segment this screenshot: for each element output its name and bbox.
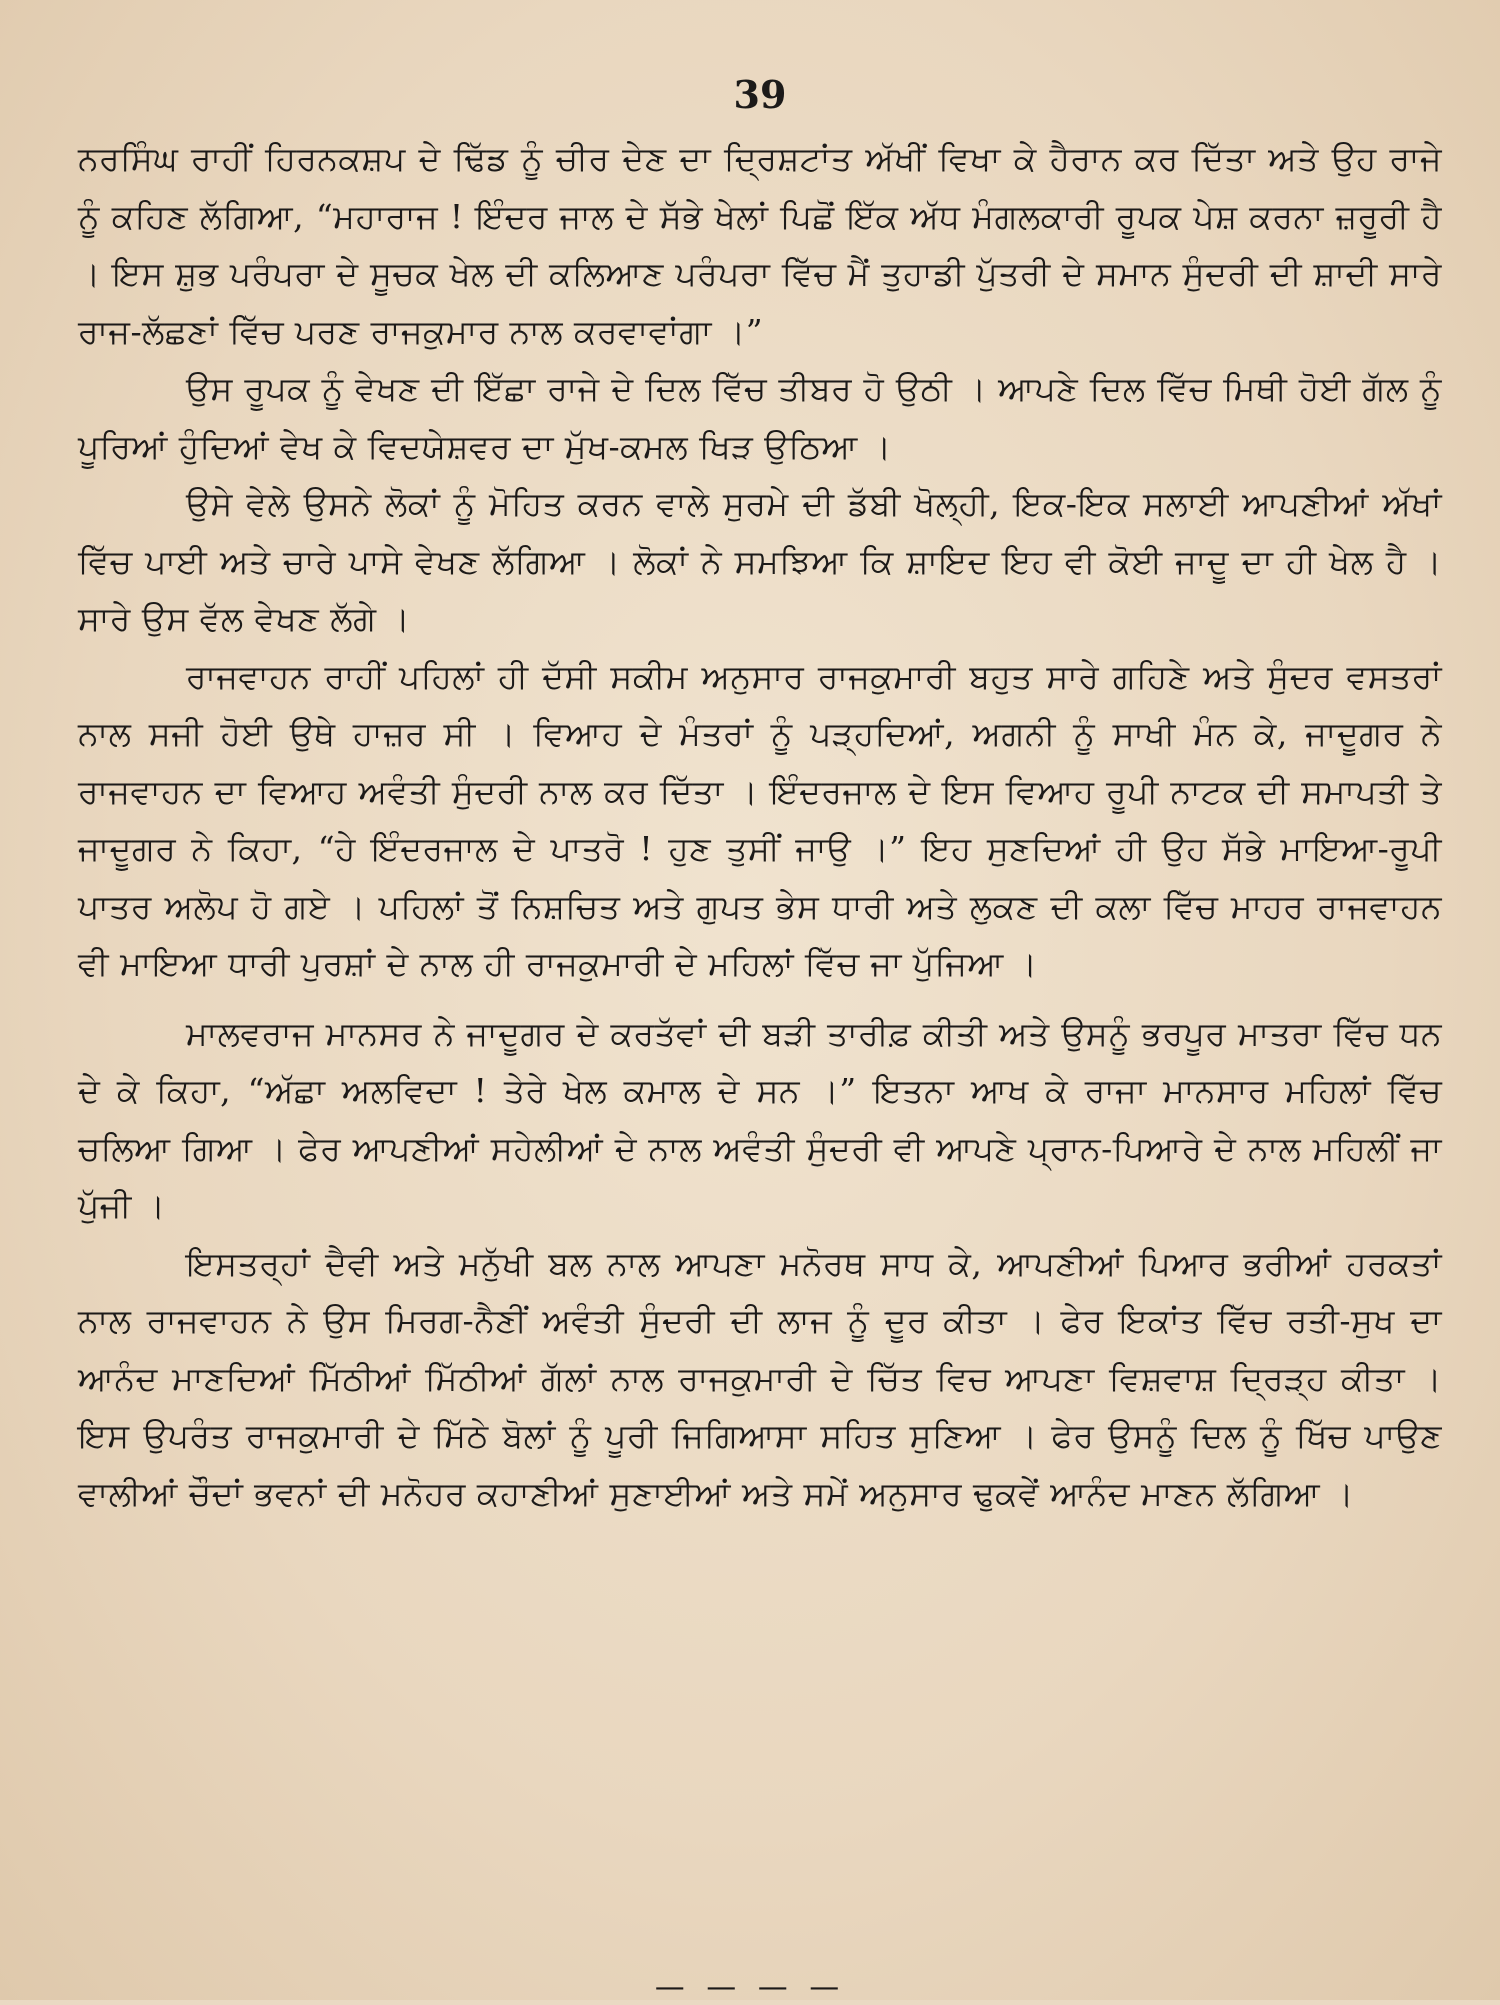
paragraph-4: ਰਾਜਵਾਹਨ ਰਾਹੀਂ ਪਹਿਲਾਂ ਹੀ ਦੱਸੀ ਸਕੀਮ ਅਨੁਸਾਰ ਰਾਜਕੁਮਾਰੀ ਬਹੁਤ ਸਾਰੇ ਗਹਿਣੇ ਅਤੇ ਸੁੰਦਰ ਵਸਤਰਾਂ ਨਾਲ ਸਜੀ ਹੋਈ ਉਥੇ ਹਾਜ਼ਰ ਸੀ । ਵਿਆਹ ਦੇ ਮੰਤਰਾਂ ਨੂੰ ਪੜ੍ਹਦਿਆਂ, ਅਗਨੀ ਨੂੰ ਸਾਖੀ ਮੰਨ ਕੇ, ਜਾਦੂਗਰ ਨੇ ਰਾਜਵਾਹਨ ਦਾ ਵਿਆਹ ਅਵੰਤੀ ਸੁੰਦਰੀ ਨਾਲ ਕਰ ਦਿੱਤਾ । ਇੰਦਰਜਾਲ ਦੇ ਇਸ ਵਿਆਹ ਰੂਪੀ ਨਾਟਕ ਦੀ ਸਮਾਪਤੀ ਤੇ ਜਾਦੂਗਰ ਨੇ ਕਿਹਾ, “ਹੇ ਇੰਦਰਜਾਲ ਦੇ ਪਾਤਰੋ ! ਹੁਣ ਤੁਸੀਂ ਜਾਉ ।” ਇਹ ਸੁਣਦਿਆਂ ਹੀ ਉਹ ਸੱਭੇ ਮਾਇਆ-ਰੂਪੀ ਪਾਤਰ ਅਲੋਪ ਹੋ ਗਏ । ਪਹਿਲਾਂ ਤੋਂ ਨਿਸ਼ਚਿਤ ਅਤੇ ਗੁਪਤ ਭੇਸ ਧਾਰੀ ਅਤੇ ਲੁਕਣ ਦੀ ਕਲਾ ਵਿੱਚ ਮਾਹਰ ਰਾਜਵਾਹਨ ਵੀ ਮਾਇਆ ਧਾਰੀ ਪੁਰਸ਼ਾਂ ਦੇ ਨਾਲ ਹੀ ਰਾਜਕੁਮਾਰੀ ਦੇ ਮਹਿਲਾਂ ਵਿੱਚ ਜਾ ਪੁੱਜਿਆ । xyxy=(78,656,1442,983)
body-text xyxy=(78,130,1442,1522)
chapter-end-rule: — — — — xyxy=(654,1970,846,2005)
paragraph-5: ਮਾਲਵਰਾਜ ਮਾਨਸਰ ਨੇ ਜਾਦੂਗਰ ਦੇ ਕਰਤੱਵਾਂ ਦੀ ਬੜੀ ਤਾਰੀਫ਼ ਕੀਤੀ ਅਤੇ ਉਸਨੂੰ ਭਰਪੂਰ ਮਾਤਰਾ ਵਿੱਚ ਧਨ ਦੇ ਕੇ ਕਿਹਾ, “ਅੱਛਾ ਅਲਵਿਦਾ ! ਤੇਰੇ ਖੇਲ ਕਮਾਲ ਦੇ ਸਨ ।” ਇਤਨਾ ਆਖ ਕੇ ਰਾਜਾ ਮਾਨਸਾਰ ਮਹਿਲਾਂ ਵਿੱਚ ਚਲਿਆ ਗਿਆ । ਫੇਰ ਆਪਣੀਆਂ ਸਹੇਲੀਆਂ ਦੇ ਨਾਲ ਅਵੰਤੀ ਸੁੰਦਰੀ ਵੀ ਆਪਣੇ ਪ੍ਰਾਨ-ਪਿਆਰੇ ਦੇ ਨਾਲ ਮਹਿਲੀਂ ਜਾ ਪੁੱਜੀ । xyxy=(78,1013,1442,1225)
page-number: 39 xyxy=(733,72,787,117)
paragraph-1: ਨਰਸਿੰਘ ਰਾਹੀਂ ਹਿਰਨਕਸ਼ਪ ਦੇ ਢਿੱਡ ਨੂੰ ਚੀਰ ਦੇਣ ਦਾ ਦ੍ਰਿਸ਼ਟਾਂਤ ਅੱਖੀਂ ਵਿਖਾ ਕੇ ਹੈਰਾਨ ਕਰ ਦਿੱਤਾ ਅਤੇ ਉਹ ਰਾਜੇ ਨੂੰ ਕਹਿਣ ਲੱਗਿਆ, “ਮਹਾਰਾਜ ! ਇੰਦਰ ਜਾਲ ਦੇ ਸੱਭੇ ਖੇਲਾਂ ਪਿਛੋਂ ਇੱਕ ਅੱਧ ਮੰਗਲਕਾਰੀ ਰੂਪਕ ਪੇਸ਼ ਕਰਨਾ ਜ਼ਰੂਰੀ ਹੈ । ਇਸ ਸ਼ੁਭ ਪਰੰਪਰਾ ਦੇ ਸੂਚਕ ਖੇਲ ਦੀ ਕਲਿਆਣ ਪਰੰਪਰਾ ਵਿੱਚ ਮੈਂ ਤੁਹਾਡੀ ਪੁੱਤਰੀ ਦੇ ਸਮਾਨ ਸੁੰਦਰੀ ਦੀ ਸ਼ਾਦੀ ਸਾਰੇ ਰਾਜ-ਲੱਛਣਾਂ ਵਿੱਚ ਪਰਣ ਰਾਜਕੁਮਾਰ ਨਾਲ ਕਰਵਾਵਾਂਗਾ ।” xyxy=(78,139,1442,351)
paragraph-2: ਉਸ ਰੂਪਕ ਨੂੰ ਵੇਖਣ ਦੀ ਇੱਛਾ ਰਾਜੇ ਦੇ ਦਿਲ ਵਿੱਚ ਤੀਬਰ ਹੋ ਉਠੀ । ਆਪਣੇ ਦਿਲ ਵਿੱਚ ਮਿਥੀ ਹੋਈ ਗੱਲ ਨੂੰ ਪੂਰਿਆਂ ਹੁੰਦਿਆਂ ਵੇਖ ਕੇ ਵਿਦਯੇਸ਼ਵਰ ਦਾ ਮੁੱਖ-ਕਮਲ ਖਿੜ ਉਠਿਆ । xyxy=(78,369,1442,466)
paragraph-6: ਇਸਤਰ੍ਹਾਂ ਦੈਵੀ ਅਤੇ ਮਨੁੱਖੀ ਬਲ ਨਾਲ ਆਪਣਾ ਮਨੋਰਥ ਸਾਧ ਕੇ, ਆਪਣੀਆਂ ਪਿਆਰ ਭਰੀਆਂ ਹਰਕਤਾਂ ਨਾਲ ਰਾਜਵਾਹਨ ਨੇ ਉਸ ਮਿਰਗ-ਨੈਣੀਂ ਅਵੰਤੀ ਸੁੰਦਰੀ ਦੀ ਲਾਜ ਨੂੰ ਦੂਰ ਕੀਤਾ । ਫੇਰ ਇਕਾਂਤ ਵਿੱਚ ਰਤੀ-ਸੁਖ ਦਾ ਆਨੰਦ ਮਾਣਦਿਆਂ ਮਿੱਠੀਆਂ ਮਿੱਠੀਆਂ ਗੱਲਾਂ ਨਾਲ ਰਾਜਕੁਮਾਰੀ ਦੇ ਚਿੱਤ ਵਿਚ ਆਪਣਾ ਵਿਸ਼ਵਾਸ਼ ਦ੍ਰਿੜ੍ਹ ਕੀਤਾ । ਇਸ ਉਪਰੰਤ ਰਾਜਕੁਮਾਰੀ ਦੇ ਮਿੱਠੇ ਬੋਲਾਂ ਨੂੰ ਪੂਰੀ ਜਿਗਿਆਸਾ ਸਹਿਤ ਸੁਣਿਆ । ਫੇਰ ਉਸਨੂੰ ਦਿਲ ਨੂੰ ਖਿੱਚ ਪਾਉਣ ਵਾਲੀਆਂ ਚੌਦਾਂ ਭਵਨਾਂ ਦੀ ਮਨੋਹਰ ਕਹਾਣੀਆਂ ਸੁਣਾਈਆਂ ਅਤੇ ਸਮੇਂ ਅਨੁਸਾਰ ਢੁਕਵੇਂ ਆਨੰਦ ਮਾਣਨ ਲੱਗਿਆ । xyxy=(78,1243,1442,1513)
paragraph-3: ਉਸੇ ਵੇਲੇ ਉਸਨੇ ਲੋਕਾਂ ਨੂੰ ਮੋਹਿਤ ਕਰਨ ਵਾਲੇ ਸੁਰਮੇ ਦੀ ਡੱਬੀ ਖੋਲ੍ਹੀ, ਇਕ-ਇਕ ਸਲਾਈ ਆਪਣੀਆਂ ਅੱਖਾਂ ਵਿੱਚ ਪਾਈ ਅਤੇ ਚਾਰੇ ਪਾਸੇ ਵੇਖਣ ਲੱਗਿਆ । ਲੋਕਾਂ ਨੇ ਸਮਝਿਆ ਕਿ ਸ਼ਾਇਦ ਇਹ ਵੀ ਕੋਈ ਜਾਦੂ ਦਾ ਹੀ ਖੇਲ ਹੈ । ਸਾਰੇ ਉਸ ਵੱਲ ਵੇਖਣ ਲੱਗੇ । xyxy=(78,484,1442,638)
